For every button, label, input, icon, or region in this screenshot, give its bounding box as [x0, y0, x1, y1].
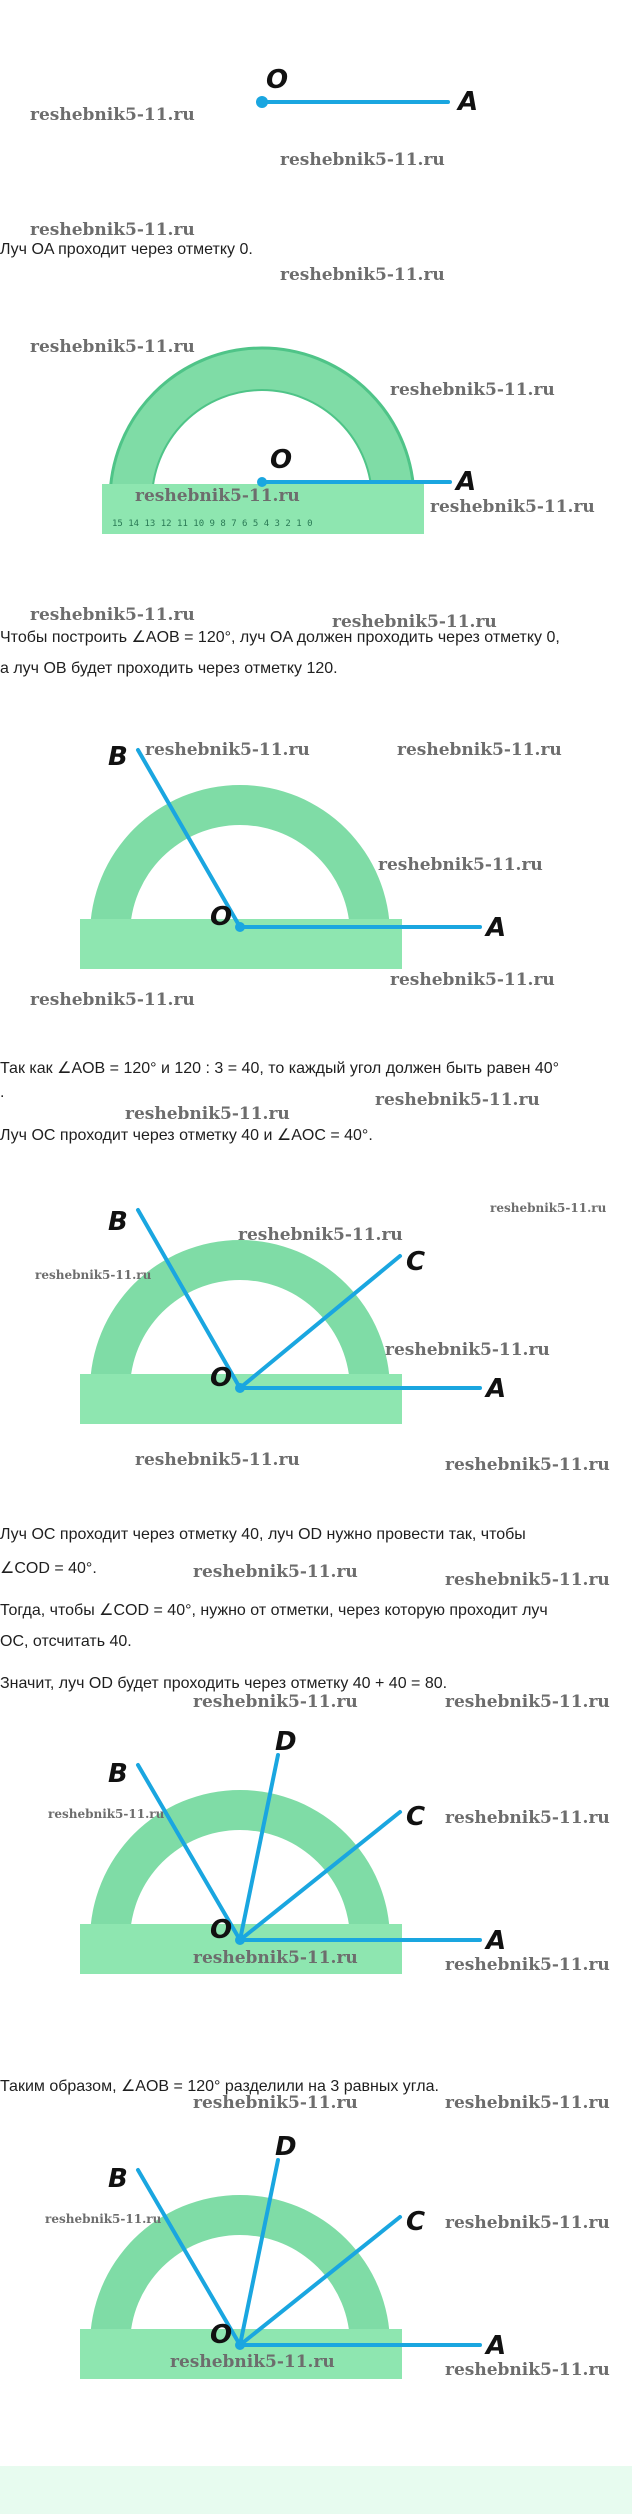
- watermark: reshebnik5-11.ru: [397, 740, 562, 760]
- label-a: A: [486, 1374, 507, 1404]
- watermark: reshebnik5-11.ru: [30, 337, 195, 357]
- watermark: reshebnik5-11.ru: [390, 380, 555, 400]
- step-text: Чтобы построить ∠AOB = 120°, луч OA должен проходить через отметку 0,: [0, 629, 560, 646]
- watermark: reshebnik5-11.ru: [378, 855, 543, 875]
- label-o: O: [210, 1915, 233, 1945]
- watermark: reshebnik5-11.ru: [332, 612, 497, 632]
- watermark: reshebnik5-11.ru: [238, 1225, 403, 1245]
- watermark: reshebnik5-11.ru: [280, 265, 445, 285]
- step-text: Значит, луч OD будет проходить через отметку 40 + 40 = 80.: [0, 1675, 448, 1692]
- step-text: ∠COD = 40°.: [0, 1560, 97, 1577]
- label-o: O: [210, 902, 233, 932]
- watermark: reshebnik5-11.ru: [193, 1692, 358, 1712]
- watermark: reshebnik5-11.ru: [193, 2093, 358, 2113]
- label-b: B: [108, 2164, 128, 2194]
- label-o: O: [210, 2320, 233, 2350]
- step-text: .: [0, 1084, 5, 1101]
- watermark: reshebnik5-11.ru: [375, 1090, 540, 1110]
- watermark: reshebnik5-11.ru: [125, 1104, 290, 1124]
- step-text: Луч OC проходит через отметку 40, луч OD нужно провести так, чтобы: [0, 1526, 526, 1543]
- step-text: OC, отсчитать 40.: [0, 1633, 132, 1650]
- label-a: A: [486, 1926, 507, 1956]
- label-a: A: [486, 2331, 507, 2361]
- watermark: reshebnik5-11.ru: [30, 605, 195, 625]
- watermark: reshebnik5-11.ru: [280, 150, 445, 170]
- label-c: C: [406, 2207, 426, 2237]
- ruler: [80, 1374, 402, 1424]
- protractor: [102, 348, 424, 534]
- step-text: Таким образом, ∠AOB = 120° разделили на 3 равных угла.: [0, 2078, 439, 2095]
- label-o: O: [266, 65, 289, 95]
- label-d: D: [275, 1727, 297, 1757]
- label-o: O: [210, 1363, 233, 1393]
- watermark: reshebnik5-11.ru: [445, 2213, 610, 2233]
- watermark: reshebnik5-11.ru: [385, 1340, 550, 1360]
- figure-protractor-aod: [0, 1720, 632, 1980]
- label-c: C: [406, 1802, 426, 1832]
- watermark: reshebnik5-11.ru: [45, 2212, 162, 2226]
- watermark: reshebnik5-11.ru: [490, 1201, 607, 1215]
- watermark: reshebnik5-11.ru: [48, 1807, 165, 1821]
- watermark: reshebnik5-11.ru: [430, 497, 595, 517]
- watermark: reshebnik5-11.ru: [35, 1268, 152, 1282]
- watermark: reshebnik5-11.ru: [145, 740, 310, 760]
- watermark: reshebnik5-11.ru: [445, 1570, 610, 1590]
- label-a: A: [486, 913, 507, 943]
- watermark: reshebnik5-11.ru: [30, 990, 195, 1010]
- watermark: reshebnik5-11.ru: [135, 486, 300, 506]
- watermark: reshebnik5-11.ru: [445, 1808, 610, 1828]
- watermark: reshebnik5-11.ru: [445, 1955, 610, 1975]
- label-b: B: [108, 742, 128, 772]
- step-text: а луч OB будет проходить через отметку 120.: [0, 660, 338, 677]
- watermark: reshebnik5-11.ru: [445, 2360, 610, 2380]
- bottom-band: [0, 2466, 632, 2514]
- watermark: reshebnik5-11.ru: [170, 2352, 335, 2372]
- watermark: reshebnik5-11.ru: [30, 220, 195, 240]
- figure-protractor-final: [0, 2125, 632, 2385]
- label-c: C: [406, 1247, 426, 1277]
- point-o: [256, 96, 268, 108]
- step-text: Луч OA проходит через отметку 0.: [0, 241, 253, 258]
- watermark: reshebnik5-11.ru: [193, 1948, 358, 1968]
- watermark: reshebnik5-11.ru: [193, 1562, 358, 1582]
- label-a: A: [456, 467, 477, 497]
- watermark: reshebnik5-11.ru: [445, 2093, 610, 2113]
- ruler-numbers: 15 14 13 12 11 10 9 8 7 6 5 4 3 2 1 0: [112, 519, 313, 529]
- label-a: A: [458, 87, 479, 117]
- step-text: Тогда, чтобы ∠COD = 40°, нужно от отметки, через которую проходит луч: [0, 1602, 548, 1619]
- step-text: Луч OC проходит через отметку 40 и ∠AOC = 40°.: [0, 1127, 373, 1144]
- label-d: D: [275, 2132, 297, 2162]
- watermark: reshebnik5-11.ru: [30, 105, 195, 125]
- label-o: O: [270, 445, 293, 475]
- label-b: B: [108, 1207, 128, 1237]
- watermark: reshebnik5-11.ru: [445, 1692, 610, 1712]
- watermark: reshebnik5-11.ru: [390, 970, 555, 990]
- label-b: B: [108, 1759, 128, 1789]
- step-text: Так как ∠AOB = 120° и 120 : 3 = 40, то каждый угол должен быть равен 40°: [0, 1060, 560, 1077]
- watermark: reshebnik5-11.ru: [445, 1455, 610, 1475]
- watermark: reshebnik5-11.ru: [135, 1450, 300, 1470]
